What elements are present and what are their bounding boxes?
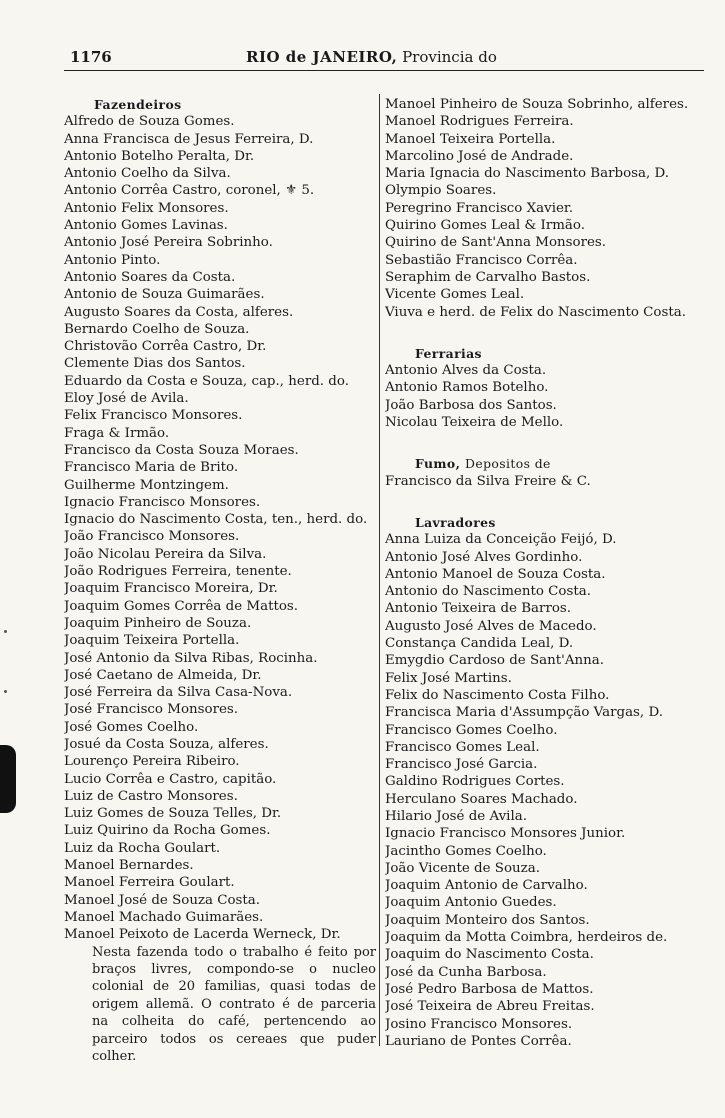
list-entry: Lucio Corrêa e Castro, capitão. [64, 771, 277, 787]
list-entry: Manoel Peixoto de Lacerda Werneck, Dr. [64, 927, 341, 943]
page-header [64, 46, 704, 68]
list-entry: Lourenço Pereira Ribeiro. [64, 754, 240, 770]
list-entry: Maria Ignacia do Nascimento Barbosa, D. [385, 166, 670, 182]
list-entry: Augusto Soares da Costa, alferes. [64, 304, 294, 320]
left-column [64, 96, 376, 1065]
page-speck [4, 690, 7, 693]
list-entry: Francisco da Silva Freire & C. [385, 473, 591, 489]
list-entry: Galdino Rodrigues Cortes. [385, 774, 565, 790]
section-gap [385, 321, 705, 345]
list-entry: Emygdio Cardoso de Sant'Anna. [385, 653, 604, 669]
section-heading-fumo [385, 455, 705, 472]
list-entry: Hilario José de Avila. [385, 808, 527, 824]
list-entry: Manoel Pinheiro de Souza Sobrinho, alferes. [385, 97, 689, 112]
list-entry: Vicente Gomes Leal. [385, 287, 525, 303]
column-divider [379, 94, 380, 1046]
list-entry: Josino Francisco Monsores. [385, 1016, 573, 1032]
list-entry: Antonio do Nascimento Costa. [385, 584, 591, 600]
list-entry: Francisco da Costa Souza Moraes. [64, 442, 299, 458]
list-entry: Christovão Corrêa Castro, Dr. [64, 339, 267, 355]
page-speck [4, 630, 7, 633]
list-entry: Anna Francisca de Jesus Ferreira, D. [64, 131, 314, 147]
list-entry: José Gomes Coelho. [64, 719, 199, 735]
list-entry: Manoel Machado Guimarães. [64, 909, 264, 925]
running-title-city: RIO de JANEIRO, [246, 48, 398, 66]
section-heading-lavradores: Lavradores [415, 514, 496, 530]
list-entry: Viuva e herd. de Felix do Nascimento Costa. [385, 304, 686, 320]
list-entry: Constança Candida Leal, D. [385, 636, 574, 652]
list-entry: José da Cunha Barbosa. [385, 964, 547, 980]
binding-shadow [0, 745, 16, 813]
list-entry: Anna Luiza da Conceição Feijó, D. [385, 532, 617, 548]
list-entry: Francisco José Garcia. [385, 757, 538, 773]
list-entry: João Rodrigues Ferreira, tenente. [64, 564, 292, 580]
list-entry: João Francisco Monsores. [64, 529, 240, 545]
section-heading-ferrarias: Ferrarias [415, 345, 482, 361]
list-entry: Peregrino Francisco Xavier. [385, 200, 574, 216]
fumo-list [385, 473, 705, 490]
list-entry: Joaquim Monteiro dos Santos. [385, 912, 590, 928]
list-entry: Antonio Botelho Peralta, Dr. [64, 148, 255, 164]
list-entry: Luiz de Castro Monsores. [64, 788, 238, 804]
running-title [246, 46, 497, 68]
list-entry: Augusto José Alves de Macedo. [385, 618, 597, 634]
list-entry: Antonio Gomes Lavinas. [64, 218, 228, 234]
list-entry: Joaquim Teixeira Portella. [64, 633, 240, 649]
list-entry: Lauriano de Pontes Corrêa. [385, 1033, 572, 1049]
list-entry: Francisco Gomes Leal. [385, 739, 540, 755]
list-entry: José Pedro Barbosa de Mattos. [385, 981, 594, 997]
list-entry: Guilherme Montzingem. [64, 477, 229, 493]
list-entry: Fraga & Irmão. [64, 425, 170, 441]
section-heading-fazendeiros: Fazendeiros [94, 97, 182, 112]
right-column [385, 96, 705, 1050]
list-entry: José Antonio da Silva Ribas, Rocinha. [64, 650, 318, 666]
list-entry: Joaquim do Nascimento Costa. [385, 947, 594, 963]
list-entry: Joaquim da Motta Coimbra, herdeiros de. [385, 930, 668, 946]
list-entry: Eloy José de Avila. [64, 391, 189, 407]
list-entry: Luiz da Rocha Goulart. [64, 840, 221, 856]
list-entry: Antonio Felix Monsores. [64, 200, 229, 216]
list-entry: Antonio Soares da Costa. [64, 269, 236, 285]
list-entry: Luiz Gomes de Souza Telles, Dr. [64, 806, 282, 822]
list-entry: José Ferreira da Silva Casa-Nova. [64, 685, 293, 701]
list-entry: Manoel José de Souza Costa. [64, 892, 261, 908]
list-entry: Eduardo da Costa e Souza, cap., herd. do. [64, 373, 349, 389]
list-entry: João Nicolau Pereira da Silva. [64, 546, 267, 562]
list-entry: Herculano Soares Machado. [385, 791, 578, 807]
list-entry: Luiz Quirino da Rocha Gomes. [64, 823, 271, 839]
list-entry: Antonio Alves da Costa. [385, 363, 547, 379]
list-entry: Francisca Maria d'Assumpção Vargas, D. [385, 705, 663, 721]
list-entry: Antonio Ramos Botelho. [385, 380, 549, 396]
section-gap [385, 431, 705, 455]
list-entry: Felix Francisco Monsores. [64, 408, 243, 424]
list-entry: Antonio Manoel de Souza Costa. [385, 566, 606, 582]
list-entry: Joaquim Pinheiro de Souza. [64, 615, 252, 631]
list-entry: Alfredo de Souza Gomes. [64, 114, 235, 130]
fazenda-note: Nesta fazenda todo o trabalho é feito por braços livres, compondo-se o nucleo colonial de 20 familias, quasi todas de origem allemã. O contrato é de parceria na colheita do café, pertencendo ao parceiro todos os cereaes que puder colher. [92, 944, 376, 1064]
list-entry: Antonio Pinto. [64, 252, 161, 268]
list-entry: Ignacio do Nascimento Costa, ten., herd. do. [64, 512, 368, 528]
list-entry: Clemente Dias dos Santos. [64, 356, 246, 372]
list-entry: Nicolau Teixeira de Mello. [385, 415, 564, 431]
fumo-heading: Fumo, [415, 456, 461, 472]
list-entry: Antonio Coelho da Silva. [64, 166, 231, 182]
list-entry: Joaquim Antonio de Carvalho. [385, 878, 588, 894]
list-entry: Felix José Martins. [385, 670, 512, 686]
list-entry: Josué da Costa Souza, alferes. [64, 736, 269, 752]
list-entry: Antonio José Alves Gordinho. [385, 549, 583, 565]
list-entry: Quirino de Sant'Anna Monsores. [385, 235, 607, 251]
list-entry: Seraphim de Carvalho Bastos. [385, 269, 591, 285]
list-entry: João Barbosa dos Santos. [385, 397, 557, 413]
list-entry: Bernardo Coelho de Souza. [64, 321, 250, 337]
page-number: 1176 [70, 48, 112, 66]
list-entry: Olympio Soares. [385, 183, 497, 199]
list-entry: Marcolino José de Andrade. [385, 148, 574, 164]
list-entry: Ignacio Francisco Monsores. [64, 494, 261, 510]
list-entry: José Caetano de Almeida, Dr. [64, 667, 262, 683]
list-entry: Antonio Corrêa Castro, coronel, ⚜ 5. [64, 183, 315, 199]
running-title-rest: Provincia do [402, 48, 497, 66]
list-entry: Manoel Teixeira Portella. [385, 131, 556, 147]
list-entry: José Francisco Monsores. [64, 702, 239, 718]
list-entry: Antonio Teixeira de Barros. [385, 601, 572, 617]
list-entry: Francisco Maria de Brito. [64, 460, 239, 476]
list-entry: Joaquim Francisco Moreira, Dr. [64, 581, 278, 597]
list-entry: Antonio José Pereira Sobrinho. [64, 235, 273, 251]
list-entry: Quirino Gomes Leal & Irmão. [385, 218, 585, 234]
fazendeiros-list [64, 113, 376, 943]
list-entry: Felix do Nascimento Costa Filho. [385, 687, 610, 703]
fazendeiros-continued-list [385, 96, 705, 321]
list-entry: Manoel Ferreira Goulart. [64, 875, 235, 891]
list-entry: José Teixeira de Abreu Freitas. [385, 999, 595, 1015]
list-entry: Sebastião Francisco Corrêa. [385, 252, 578, 268]
list-entry: João Vicente de Souza. [385, 860, 540, 876]
list-entry: Joaquim Antonio Guedes. [385, 895, 557, 911]
list-entry: Manoel Rodrigues Ferreira. [385, 114, 574, 130]
fumo-subheading: Depositos de [465, 456, 551, 472]
list-entry: Manoel Bernardes. [64, 858, 194, 874]
section-gap [385, 490, 705, 514]
list-entry: Ignacio Francisco Monsores Junior. [385, 826, 626, 842]
list-entry: Francisco Gomes Coelho. [385, 722, 558, 738]
lavradores-list [385, 531, 705, 1050]
header-rule [64, 70, 704, 71]
list-entry: Antonio de Souza Guimarães. [64, 287, 265, 303]
list-entry: Joaquim Gomes Corrêa de Mattos. [64, 598, 299, 614]
list-entry: Jacintho Gomes Coelho. [385, 843, 547, 859]
ferrarias-list [385, 362, 705, 431]
